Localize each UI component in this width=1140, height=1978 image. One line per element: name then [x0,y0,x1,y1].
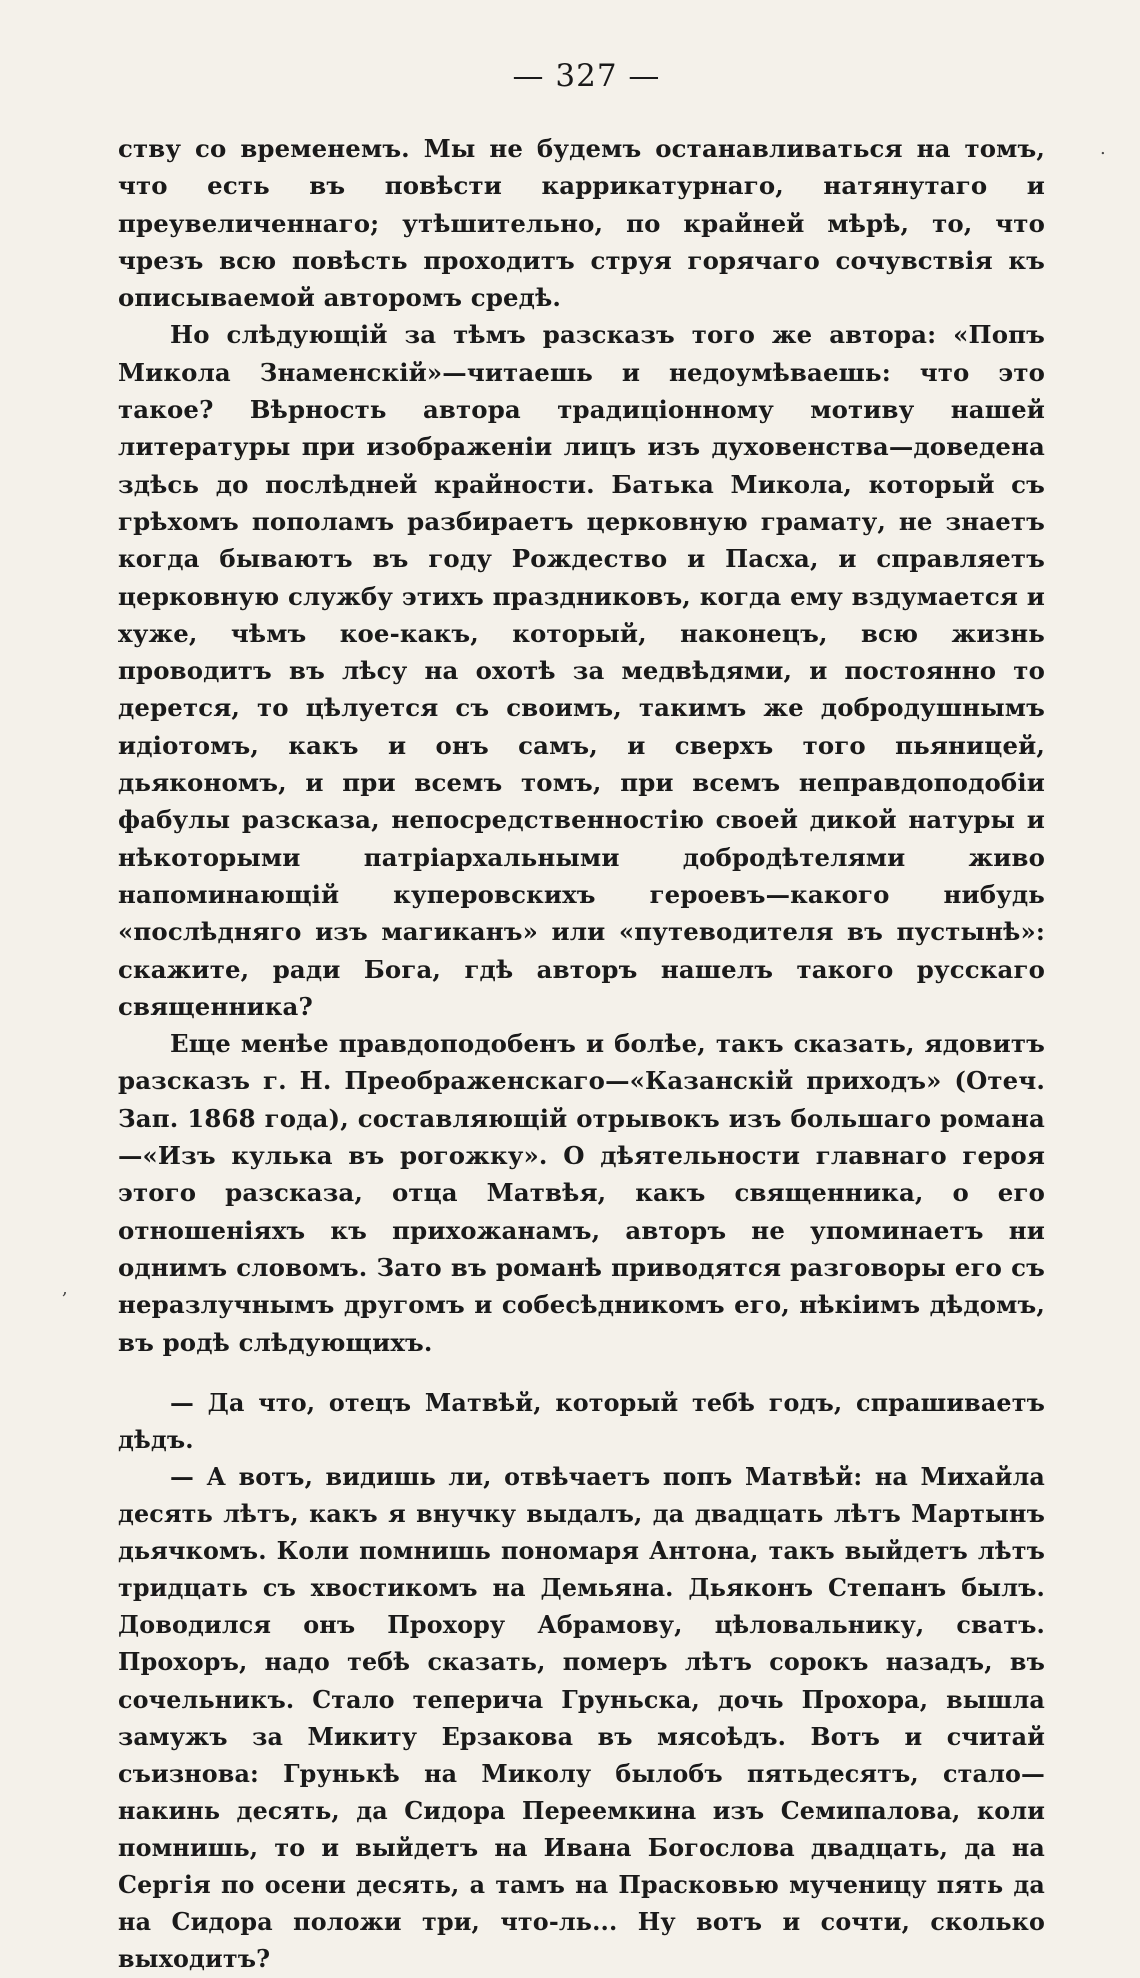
dialogue-line-ded: — Да что, отецъ Матвѣй, который тебѣ годъ, спрашиваетъ дѣдъ. [118,1388,1045,1454]
page-number: — 327 — [512,58,661,94]
section-gap [118,1361,1045,1385]
scan-speck: . [1100,138,1106,159]
paragraph-kazanskiy-prikhod: Еще менѣе правдоподобенъ и болѣе, такъ сказать, ядовитъ разсказъ г. Н. Преображенскаго—«Казанскій приходъ» (Отеч. Зап. 1868 года), составляющій отрывокъ изъ большаго романа—«Изъ кулька въ рогожку». О дѣятельности главнаго героя этого разсказа, отца Матвѣя, какъ священника, о его отношеніяхъ къ прихожанамъ, авторъ не упоминаетъ ни однимъ словомъ. Зато въ романѣ приводятся разговоры его съ неразлучнымъ другомъ и собесѣдникомъ его, нѣкіимъ дѣдомъ, въ родѣ слѣдующихъ. [118,1029,1045,1357]
paragraph-continuation: ству со временемъ. Мы не будемъ останавливаться на томъ, что есть въ повѣсти каррикатурнаго, натянутаго и преувеличеннаго; утѣшительно, по крайней мѣрѣ, то, что чрезъ всю повѣсть проходитъ струя горячаго сочувствія къ описываемой авторомъ средѣ. [118,134,1045,313]
paragraph-pop-mikola: Но слѣдующій за тѣмъ разсказъ того же автора: «Попъ Микола Знаменскій»—читаешь и недоумѣваешь: что это такое? Вѣрность автора традиціонному мотиву нашей литературы при изображеніи лицъ изъ духовенства—доведена здѣсь до послѣдней крайности. Батька Микола, который съ грѣхомъ пополамъ разбираетъ церковную грамату, не знаетъ когда бываютъ въ году Рождество и Пасха, и справляетъ церковную службу этихъ праздниковъ, когда ему вздумается и хуже, чѣмъ кое-какъ, который, наконецъ, всю жизнь проводитъ въ лѣсу на охотѣ за медвѣдями, и постоянно то дерется, то цѣлуется съ своимъ, такимъ же добродушнымъ идіотомъ, какъ и онъ самъ, и сверхъ того пьяницей, дьякономъ, и при всемъ томъ, при всемъ неправдоподобіи фабулы разсказа, непосредственностію своей дикой натуры и нѣкоторыми патріархальными добродѣтелями живо напоминающій куперовскихъ героевъ—какого нибудь «послѣдняго изъ магиканъ» или «путеводителя въ пустынѣ»: скажите, ради Бога, гдѣ авторъ нашелъ такого русскаго священника? [118,320,1045,1021]
scan-mark: , [62,1278,68,1299]
dialogue-line-matvey: — А вотъ, видишь ли, отвѣчаетъ попъ Матвѣй: на Михайла десять лѣтъ, какъ я внучку выдалъ, да двадцать лѣтъ Мартынъ дьячкомъ. Коли помнишь пономаря Антона, такъ выйдетъ лѣтъ тридцать съ хвостикомъ на Демьяна. Дьяконъ Степанъ былъ. Доводился онъ Прохору Абрамову, цѣловальнику, сватъ. Прохоръ, надо тебѣ сказать, померъ лѣтъ сорокъ назадъ, въ сочельникъ. Стало теперича Груньска, дочь Прохора, вышла замужъ за Микиту Ерзакова въ мясоѣдъ. Вотъ и считай съизнова: Грунькѣ на Миколу былобъ пятьдесятъ, стало—накинь десять, да Сидора Переемкина изъ Семипалова, коли помнишь, то и выйдетъ на Ивана Богослова двадцать, да на Сергія по осени десять, а тамъ на Прасковью мученицу пять да на Сидора положи три, что-ль... Ну вотъ и сочти, сколько выходитъ? [118,1462,1045,1974]
